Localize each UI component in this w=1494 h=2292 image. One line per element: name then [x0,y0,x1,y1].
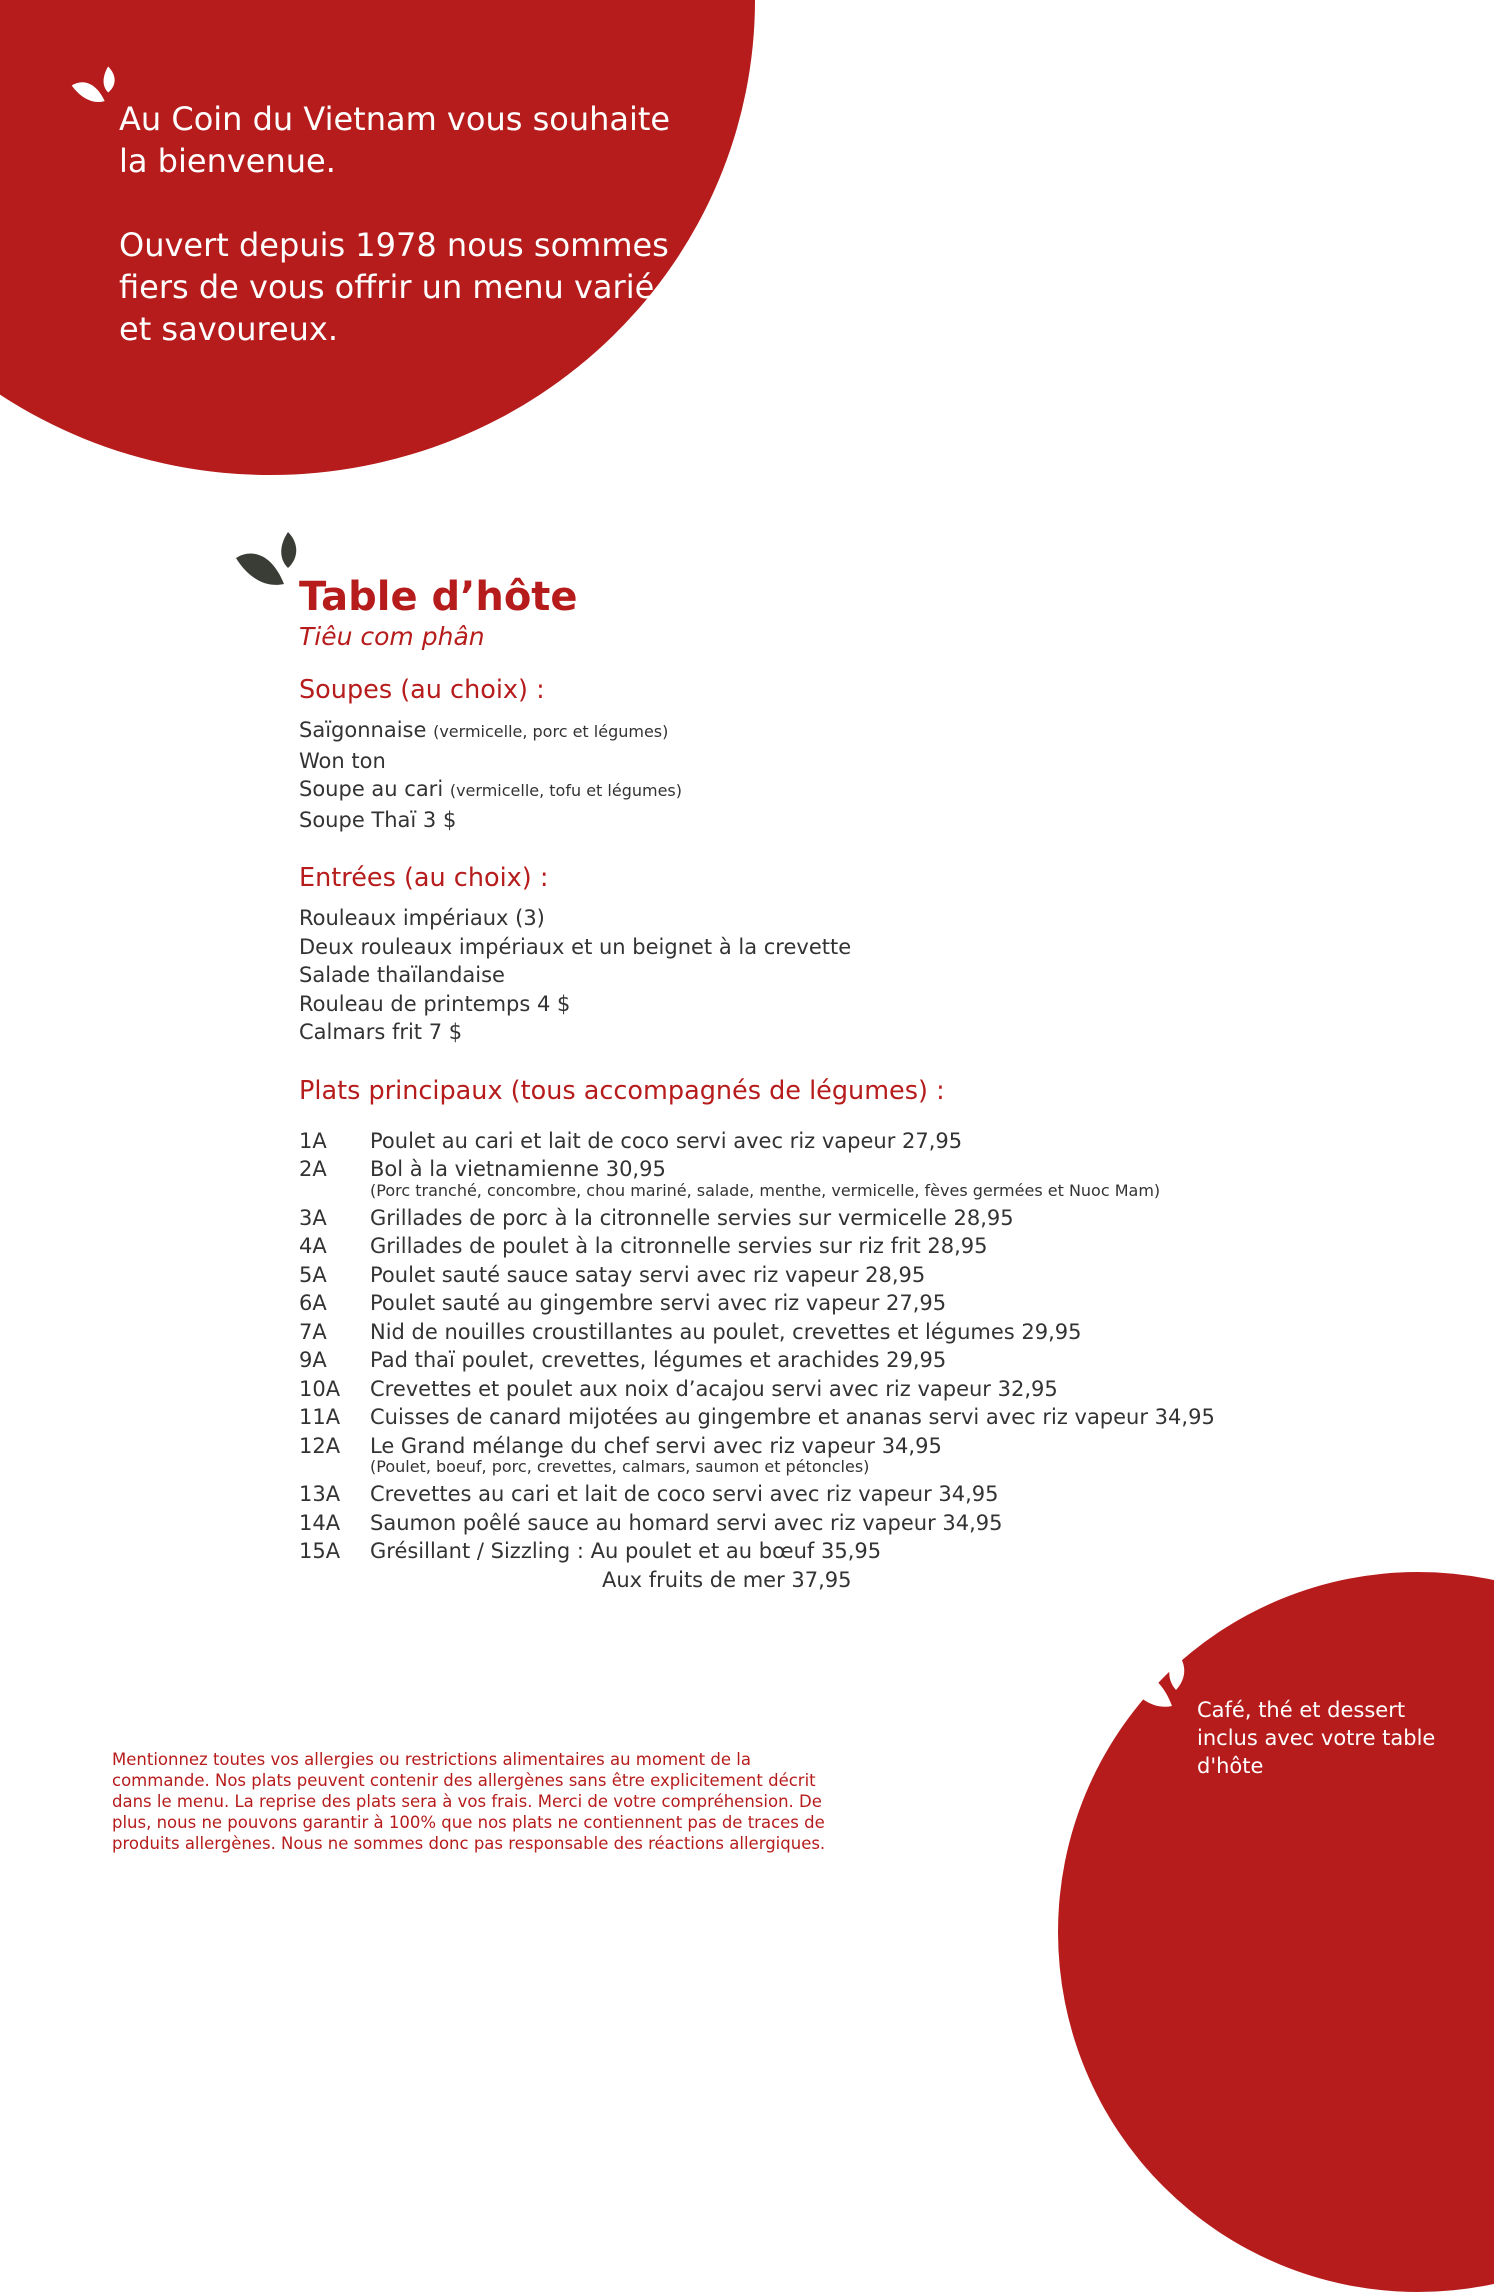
item-name: Soupe Thaï 3 $ [299,807,457,832]
plat-row [299,1318,1299,1347]
plat-number: 10A [299,1376,341,1401]
plat-number: 11A [299,1405,341,1429]
plat-text: Cuisses de canard mijotées au gingembre et ananas servi avec riz vapeur 34,95 [370,1405,1215,1429]
included-notice: Café, thé et dessert inclus avec votre table d'hôte [1197,1698,1436,1778]
plat-number: 7A [299,1319,327,1344]
list-item [299,747,1299,776]
list-item: Calmars frit 7 $ [299,1020,463,1044]
plat-number: 14A [299,1510,341,1535]
list-item: Rouleau de printemps 4 $ [299,991,571,1016]
item-name: Won ton [299,748,386,773]
item-name: Soupe au cari [299,777,444,801]
plat-text: Poulet au cari et lait de coco servi avec riz vapeur 27,95 [370,1128,963,1153]
plat-row [299,1432,1299,1481]
plat-row [299,1155,1299,1204]
item-desc: (vermicelle, tofu et légumes) [449,781,682,800]
entrees-list [299,904,1299,1047]
table-dhote-menu [299,572,1299,1594]
plat-text: Saumon poêlé sauce au homard servi avec riz vapeur 34,95 [370,1510,1003,1535]
plat-number: 1A [299,1128,327,1153]
plat-text: Poulet sauté sauce satay servi avec riz vapeur 28,95 [370,1262,926,1287]
leaf-icon [236,532,302,588]
plat-number: 3A [299,1205,327,1230]
plat-text: Grillades de porc à la citronnelle servies sur vermicelle 28,95 [370,1205,1014,1230]
plat-number: 6A [299,1291,327,1315]
list-item: Deux rouleaux impériaux et un beignet à la crevette [299,934,852,959]
plat-text: Le Grand mélange du chef servi avec riz vapeur 34,95 [370,1433,942,1458]
plat-text: Grésillant / Sizzling : Au poulet et au bœuf 35,95 [370,1539,882,1563]
list-item [299,716,1299,747]
menu-subtitle: Tiêu com phân [299,622,485,651]
plat-extra-line: Aux fruits de mer 37,95 [602,1567,852,1592]
plat-number: 4A [299,1234,327,1258]
allergy-notice: Mentionnez toutes vos allergies ou restrictions alimentaires au moment de la commande. Nos plats peuvent contenir des allergènes sans être explicitement décrit dans le menu. La reprise des plats sera à vos frais. Merci de votre compréhension. De plus, nous ne pouvons garantir à 100% que nos plats ne contiennent pas de traces de produits allergènes. Nous ne sommes donc pas responsable des réactions allergiques. [112,1750,826,1853]
plat-number: 2A [299,1157,327,1181]
plat-text: Pad thaï poulet, crevettes, légumes et arachides 29,95 [370,1348,947,1372]
soupes-list [299,716,1299,834]
entrees-title: Entrées (au choix) : [299,863,549,893]
welcome-text [119,98,679,350]
list-item [299,806,1299,835]
plat-text: Nid de nouilles croustillantes au poulet, crevettes et légumes 29,95 [370,1319,1082,1344]
plat-text: Crevettes au cari et lait de coco servi avec riz vapeur 34,95 [370,1482,999,1506]
menu-title: Table d’hôte [299,574,578,620]
soupes-title: Soupes (au choix) : [299,675,545,705]
plat-row [299,1509,1299,1538]
plat-row [299,1403,1299,1432]
plats-list [299,1127,1299,1595]
list-item: Salade thaïlandaise [299,963,505,987]
item-name: Saïgonnaise [299,718,427,742]
plat-row [299,1375,1299,1404]
plat-row [299,1537,1299,1566]
plat-text: Crevettes et poulet aux noix d’acajou servi avec riz vapeur 32,95 [370,1376,1058,1401]
welcome-line: Au Coin du Vietnam vous souhaite la bienvenue. [119,100,671,180]
item-desc: (vermicelle, porc et légumes) [433,722,669,741]
list-item [299,775,1299,806]
plat-row [299,1127,1299,1156]
list-item: Rouleaux impériaux (3) [299,906,545,930]
plat-row [299,1261,1299,1290]
plat-number: 13A [299,1482,341,1506]
plat-row [299,1289,1299,1318]
plat-text: Poulet sauté au gingembre servi avec riz vapeur 27,95 [370,1291,947,1315]
plat-number: 9A [299,1348,327,1372]
plat-text: Bol à la vietnamienne 30,95 [370,1157,666,1181]
plat-number: 12A [299,1433,341,1458]
plat-number: 5A [299,1262,327,1287]
plat-row [299,1204,1299,1233]
plat-detail: (Porc tranché, concombre, chou mariné, salade, menthe, vermicelle, fèves germées et Nuoc Mam) [370,1180,1161,1200]
leaf-icon [1124,1652,1190,1710]
plats-title: Plats principaux (tous accompagnés de légumes) : [299,1075,945,1106]
plat-row [299,1346,1299,1375]
plat-row [299,1232,1299,1261]
welcome-history: Ouvert depuis 1978 nous sommes fiers de vous offrir un menu varié et savoureux. [119,226,669,348]
plat-detail: (Poulet, boeuf, porc, crevettes, calmars, saumon et pétoncles) [370,1457,870,1476]
plat-text: Grillades de poulet à la citronnelle servies sur riz frit 28,95 [370,1234,988,1258]
leaf-icon [70,66,122,112]
plat-number: 15A [299,1539,341,1563]
plat-row [299,1480,1299,1509]
